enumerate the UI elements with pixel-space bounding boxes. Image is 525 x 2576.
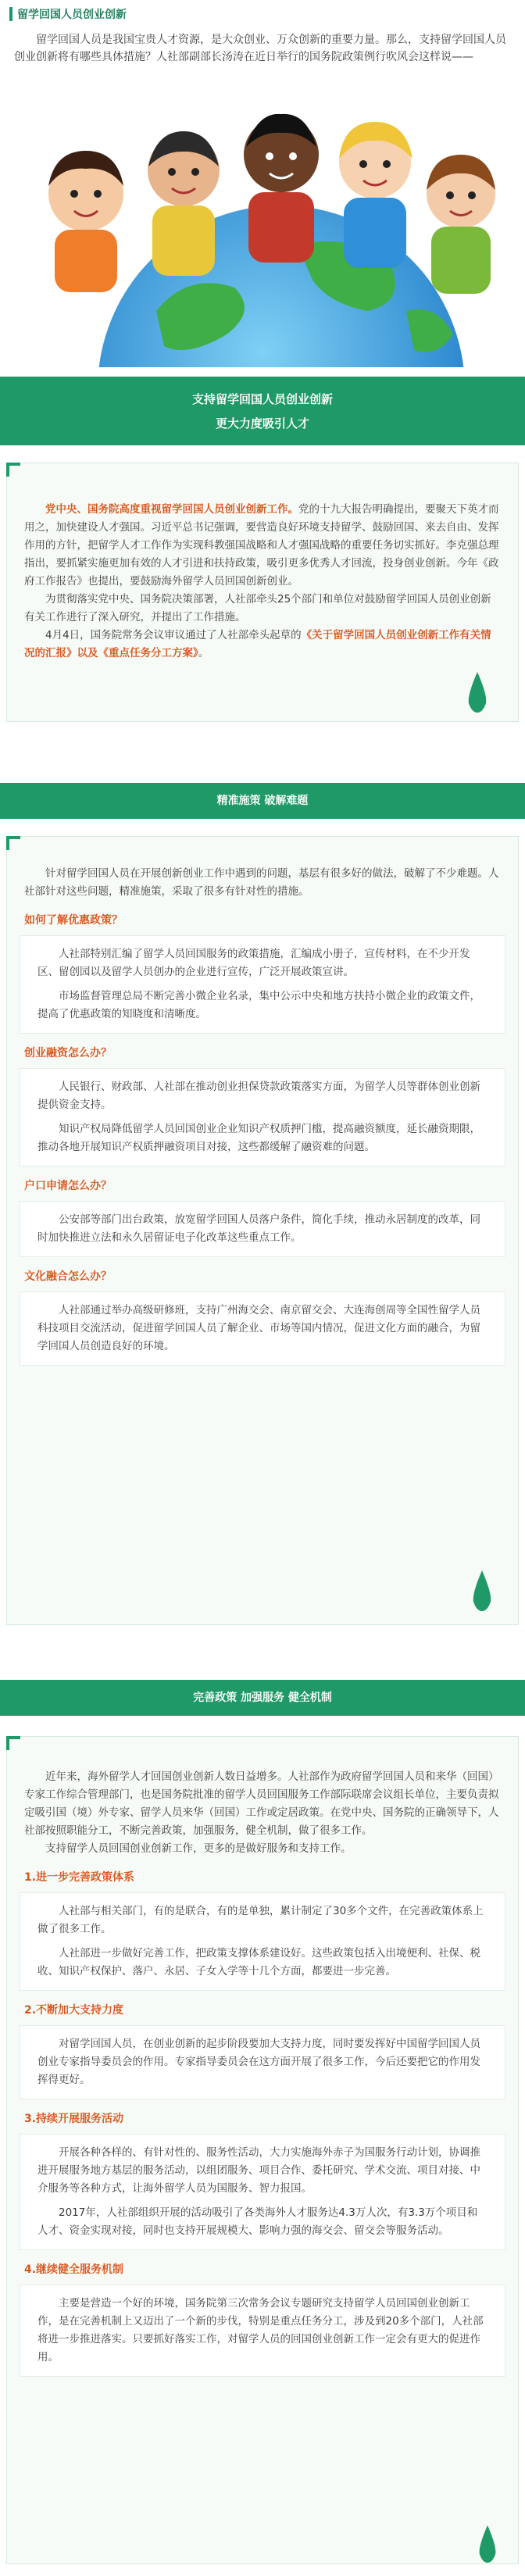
article-title: [9, 5, 127, 23]
corner-decoration: [6, 1736, 20, 1750]
section3-lead-2: 支持留学人员回国创业创新工作，更多的是做好服务和支持工作。: [45, 1842, 352, 1855]
measure-body-2: [20, 2025, 505, 2099]
leaf-drop-icon: [467, 672, 488, 713]
section1-p3-pre: 4月4日，国务院常务会议审议通过了人社部牵头起草的: [45, 629, 302, 641]
section1-banner-line2: 更大力度吸引人才: [215, 416, 309, 431]
section1-paragraph-2: 为贯彻落实党中央、国务院决策部署，人社部牵头25个部门和单位对鼓励留学回国人员创业创新有关工作进行了深入研究，并提出了工作措施。: [24, 593, 491, 623]
section1-paragraph-1: [7, 501, 518, 591]
measure-paragraph: 开展各种各样的、有针对性的、服务性活动，大力实施海外赤子为国服务行动计划，协调推进开展服务地方基层的服务活动，以组团服务、项目合作、委托研究、学术交流、项目对接、中介服务等各种方式，让海外留学人员为国服务、智力报国。: [38, 2146, 480, 2195]
faq-answer-paragraph: 人社部特别汇编了留学人员回国服务的政策措施，汇编成小册子，宣传材料，在不少开发区、留创园以及留学人员创办的企业进行宣传，广泛开展政策宣讲。: [38, 948, 470, 978]
measure-heading-1: 1.进一步完善政策体系: [24, 1871, 135, 1884]
corner-decoration: [6, 463, 20, 477]
measure-paragraph: 人社部与相关部门，有的是联合，有的是单独，累计制定了30多个文件，在完善政策体系上做了很多工作。: [38, 1905, 484, 1935]
corner-decoration: [6, 836, 20, 850]
section3-lead-1: 近年来，海外留学人才回国创业创新人数日益增多。人社部作为政府留学回国人员和来华（回国）专家工作综合管理部门，也是国务院批准的留学人员回国服务工作部际联席会议组长单位，主要负责拟定吸引国（境）外专家、留学人员来华（回国）工作或定居政策。在党中央、国务院的正确领导下，人社部按照职能分工，不断完善政策，加强服务，健全机制，做了很多工作。: [24, 1770, 499, 1837]
measure-body-4: [20, 2285, 505, 2377]
section2-banner: [0, 783, 525, 819]
faq-answer-paragraph: 知识产权局降低留学人员回国创业企业知识产权质押门槛，提高融资额度，延长融资期限，推动各地开展知识产权质押融资项目对接，这些都缓解了融资难的问题。: [38, 1123, 480, 1153]
measure-heading-4: 4.继续健全服务机制: [24, 2263, 124, 2276]
faq-answer-hukou: [20, 1201, 505, 1257]
section3-banner-text: 完善政策 加强服务 健全机制: [193, 1692, 332, 1704]
section2-lead: 针对留学回国人员在开展创新创业工作中遇到的问题，基层有很多好的做法，破解了不少难题。人社部针对这些问题，精准施策，采取了很多有针对性的措施。: [24, 867, 499, 898]
faq-answer-financing: [20, 1068, 505, 1167]
faq-answer-paragraph: 人社部通过举办高级研修班，支持广州海交会、南京留交会、大连海创周等全国性留学人员科技项目交流活动，促进留学回国人员了解企业、市场等国内情况，促进文化方面的融合，为留学回国人员创造良好的环境。: [38, 1304, 480, 1352]
intro-paragraph: 留学回国人员是我国宝贵人才资源，是大众创业、万众创新的重要力量。那么，支持留学回国人员创业创新将有哪些具体措施？人社部副部长汤涛在近日举行的国务院政策例行吹风会这样说——: [14, 34, 506, 63]
section1-banner-line1: 支持留学回国人员创业创新: [191, 392, 333, 406]
faq-answer-policy: [20, 935, 505, 1034]
section1-card: [6, 463, 519, 722]
faq-question-policy: 如何了解优惠政策？: [24, 914, 123, 927]
faq-question-culture: 文化融合怎么办？: [24, 1270, 112, 1283]
section1-p1-rest: 党的十九大报告明确提出，要聚天下英才而用之，加快建设人才强国。习近平总书记强调，要营造良好环境支持留学、鼓励回国、来去自由、发挥作用的方针，把留学人才工作作为实现科教强国战略和人才强国战略的重要任务切实抓好。李克强总理指出，要抓紧实施更加有效的人才引进和扶持政策，吸引更多优秀人才回流，投身创业创新。今年《政府工作报告》也提出，要鼓励海外留学人员回国创新创业。: [24, 503, 499, 588]
measure-paragraph: 主要是营造一个好的环境，国务院第三次常务会议专题研究支持留学人员回国创业创新工作，是在完善机制上又迈出了一个新的步伐，特别是重点任务分工，涉及到20多个部门，人社部将进一步推进落实。只要抓好落实工作，对留学人员的回国创业创新工作一定会有更大的促进作用。: [38, 2297, 484, 2363]
section2-card: [6, 836, 519, 1625]
measure-paragraph: 对留学回国人员，在创业创新的起步阶段要加大支持力度，同时要发挥好中国留学回国人员创业专家指导委员会的作用。专家指导委员会在这方面开展了很多工作，今后还要把它的作用发挥得更好。: [38, 2038, 480, 2086]
faq-answer-paragraph: 市场监督管理总局不断完善小微企业名录，集中公示中央和地方扶持小微企业的政策文件，提高了优惠政策的知晓度和清晰度。: [38, 990, 480, 1020]
measure-heading-3: 3.持续开展服务活动: [24, 2113, 124, 2125]
measure-body-3: [20, 2134, 505, 2250]
measure-paragraph: 人社部进一步做好完善工作，把政策支撑体系建设好。这些政策包括入出境便利、社保、税收、知识产权保护、落户、永居、子女入学等十几个方面，都要进一步完善。: [38, 1947, 480, 1978]
faq-question-hukou: 户口申请怎么办？: [24, 1180, 112, 1192]
hero-illustration: [0, 77, 525, 367]
section1-paragraph-3: [7, 627, 518, 663]
measure-body-1: [20, 1892, 505, 1991]
title-bar-marker: [9, 7, 12, 21]
leaf-drop-icon: [478, 2525, 497, 2563]
globe-children-illustration: [0, 77, 525, 367]
section1-p3-post: 。: [198, 647, 209, 659]
section1-p3-highlight: 《关于留学回国人员创业创新工作有关情况的汇报》以及《重点任务分工方案》: [24, 629, 491, 659]
section1-highlight: 党中央、国务院高度重视留学回国人员创业创新工作。: [45, 503, 298, 516]
faq-answer-paragraph: 人民银行、财政部、人社部在推动创业担保贷款政策落实方面，为留学人员等群体创业创新提供资金支持。: [38, 1081, 480, 1111]
faq-answer-paragraph: 公安部等部门出台政策，放宽留学回国人员落户条件，简化手续，推动永居制度的改革，同时加快推进立法和永久居留证电子化改革这些重点工作。: [38, 1213, 480, 1244]
article-title-text: 留学回国人员创业创新: [17, 9, 127, 21]
leaf-drop-icon: [472, 1570, 492, 1611]
section1-banner: [0, 377, 525, 445]
section2-banner-text: 精准施策 破解难题: [216, 795, 309, 807]
measure-heading-2: 2.不断加大支持力度: [24, 2004, 124, 2017]
faq-question-financing: 创业融资怎么办？: [24, 1047, 112, 1059]
section3-card: [6, 1736, 519, 2564]
section3-banner: [0, 1680, 525, 1716]
measure-paragraph: 2017年，人社部组织开展的活动吸引了各类海外人才服务达4.3万人次，有3.3万个项目和人才、资金实现对接，同时也支持开展规模大、影响力强的海交会、留交会等服务活动。: [38, 2206, 478, 2237]
faq-answer-culture: [20, 1292, 505, 1366]
